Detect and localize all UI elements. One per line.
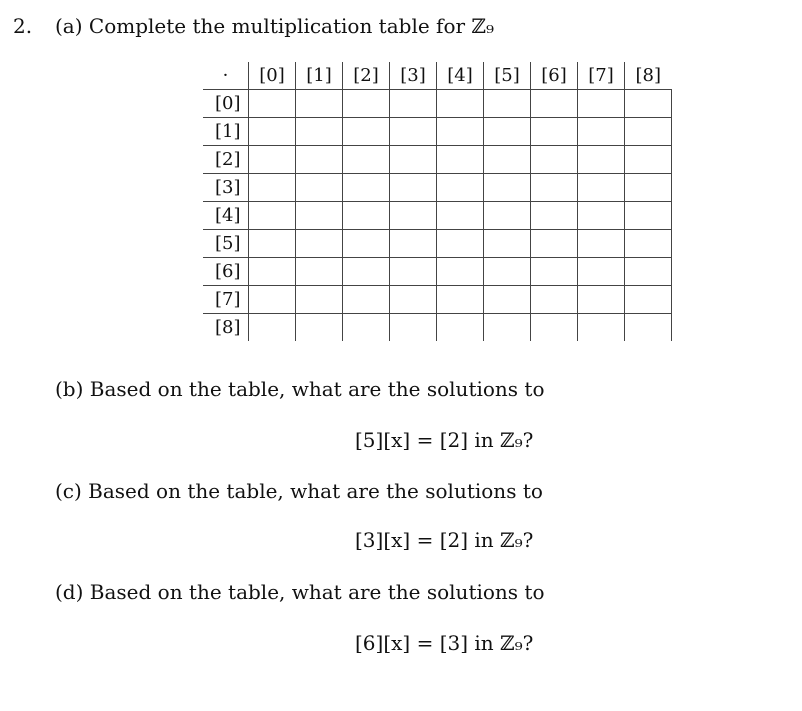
blank-cell[interactable]	[578, 230, 625, 258]
blank-cell[interactable]	[296, 174, 343, 202]
table-row	[203, 118, 672, 146]
blank-cell[interactable]	[249, 202, 296, 230]
blank-cell[interactable]	[625, 118, 672, 146]
blank-cell[interactable]	[437, 146, 484, 174]
blank-cell[interactable]	[437, 286, 484, 314]
row-header: [0]	[203, 90, 249, 118]
blank-cell[interactable]	[578, 314, 625, 342]
blank-cell[interactable]	[625, 258, 672, 286]
part-c-equation: [3][x] = [2] in ℤ₉?	[355, 528, 534, 552]
blank-cell[interactable]	[343, 202, 390, 230]
blank-cell[interactable]	[343, 174, 390, 202]
blank-cell[interactable]	[249, 258, 296, 286]
blank-cell[interactable]	[625, 230, 672, 258]
blank-cell[interactable]	[625, 286, 672, 314]
blank-cell[interactable]	[390, 90, 437, 118]
blank-cell[interactable]	[249, 314, 296, 342]
column-header: [0]	[249, 62, 296, 90]
row-header: [5]	[203, 230, 249, 258]
blank-cell[interactable]	[531, 202, 578, 230]
part-d-prompt: (d) Based on the table, what are the solutions to	[55, 580, 545, 604]
blank-cell[interactable]	[625, 90, 672, 118]
row-header: [7]	[203, 286, 249, 314]
table-row	[203, 174, 672, 202]
column-header: [2]	[343, 62, 390, 90]
blank-cell[interactable]	[531, 230, 578, 258]
part-b-equation: [5][x] = [2] in ℤ₉?	[355, 428, 534, 452]
blank-cell[interactable]	[296, 258, 343, 286]
table-row	[203, 286, 672, 314]
blank-cell[interactable]	[437, 202, 484, 230]
blank-cell[interactable]	[296, 202, 343, 230]
blank-cell[interactable]	[390, 118, 437, 146]
blank-cell[interactable]	[484, 286, 531, 314]
blank-cell[interactable]	[343, 314, 390, 342]
blank-cell[interactable]	[296, 118, 343, 146]
table-row	[203, 90, 672, 118]
blank-cell[interactable]	[578, 174, 625, 202]
column-header: [6]	[531, 62, 578, 90]
blank-cell[interactable]	[390, 174, 437, 202]
blank-cell[interactable]	[437, 90, 484, 118]
blank-cell[interactable]	[578, 146, 625, 174]
blank-cell[interactable]	[296, 314, 343, 342]
blank-cell[interactable]	[484, 230, 531, 258]
blank-cell[interactable]	[531, 146, 578, 174]
multiplication-table	[203, 62, 672, 341]
blank-cell[interactable]	[296, 286, 343, 314]
blank-cell[interactable]	[249, 90, 296, 118]
blank-cell[interactable]	[343, 230, 390, 258]
blank-cell[interactable]	[484, 118, 531, 146]
blank-cell[interactable]	[296, 90, 343, 118]
blank-cell[interactable]	[531, 118, 578, 146]
column-header: [1]	[296, 62, 343, 90]
blank-cell[interactable]	[531, 286, 578, 314]
blank-cell[interactable]	[484, 174, 531, 202]
column-header: [7]	[578, 62, 625, 90]
part-a-prompt: (a) Complete the multiplication table for ℤ₉	[55, 14, 495, 38]
table-corner-operator: ·	[203, 62, 249, 90]
blank-cell[interactable]	[531, 258, 578, 286]
blank-cell[interactable]	[390, 286, 437, 314]
blank-cell[interactable]	[484, 258, 531, 286]
blank-cell[interactable]	[625, 174, 672, 202]
blank-cell[interactable]	[343, 286, 390, 314]
blank-cell[interactable]	[249, 118, 296, 146]
blank-cell[interactable]	[390, 230, 437, 258]
blank-cell[interactable]	[343, 118, 390, 146]
blank-cell[interactable]	[296, 230, 343, 258]
part-c-prompt: (c) Based on the table, what are the solutions to	[55, 479, 543, 503]
row-header: [6]	[203, 258, 249, 286]
blank-cell[interactable]	[390, 258, 437, 286]
blank-cell[interactable]	[437, 174, 484, 202]
column-header: [4]	[437, 62, 484, 90]
blank-cell[interactable]	[578, 286, 625, 314]
blank-cell[interactable]	[531, 90, 578, 118]
blank-cell[interactable]	[625, 146, 672, 174]
blank-cell[interactable]	[390, 202, 437, 230]
column-header: [5]	[484, 62, 531, 90]
blank-cell[interactable]	[484, 314, 531, 342]
blank-cell[interactable]	[343, 90, 390, 118]
blank-cell[interactable]	[437, 314, 484, 342]
blank-cell[interactable]	[484, 202, 531, 230]
blank-cell[interactable]	[343, 146, 390, 174]
row-header: [3]	[203, 174, 249, 202]
blank-cell[interactable]	[578, 118, 625, 146]
blank-cell[interactable]	[437, 258, 484, 286]
blank-cell[interactable]	[625, 314, 672, 342]
blank-cell[interactable]	[390, 314, 437, 342]
part-b-prompt: (b) Based on the table, what are the solutions to	[55, 377, 545, 401]
blank-cell[interactable]	[531, 174, 578, 202]
blank-cell[interactable]	[343, 258, 390, 286]
blank-cell[interactable]	[484, 146, 531, 174]
table-row	[203, 202, 672, 230]
blank-cell[interactable]	[390, 146, 437, 174]
row-header: [2]	[203, 146, 249, 174]
blank-cell[interactable]	[249, 146, 296, 174]
part-d-equation: [6][x] = [3] in ℤ₉?	[355, 631, 534, 655]
problem-number: 2.	[13, 14, 33, 38]
column-header: [8]	[625, 62, 672, 90]
table-body	[203, 90, 672, 342]
table-header-row	[203, 62, 672, 90]
table-row	[203, 230, 672, 258]
blank-cell[interactable]	[249, 230, 296, 258]
row-header: [1]	[203, 118, 249, 146]
table-row	[203, 314, 672, 342]
table-row	[203, 258, 672, 286]
row-header: [4]	[203, 202, 249, 230]
blank-cell[interactable]	[578, 202, 625, 230]
blank-cell[interactable]	[484, 90, 531, 118]
table-row	[203, 146, 672, 174]
blank-cell[interactable]	[249, 286, 296, 314]
blank-cell[interactable]	[249, 174, 296, 202]
blank-cell[interactable]	[531, 314, 578, 342]
blank-cell[interactable]	[296, 146, 343, 174]
blank-cell[interactable]	[437, 118, 484, 146]
blank-cell[interactable]	[437, 230, 484, 258]
row-header: [8]	[203, 314, 249, 342]
blank-cell[interactable]	[578, 90, 625, 118]
blank-cell[interactable]	[578, 258, 625, 286]
blank-cell[interactable]	[625, 202, 672, 230]
column-header: [3]	[390, 62, 437, 90]
